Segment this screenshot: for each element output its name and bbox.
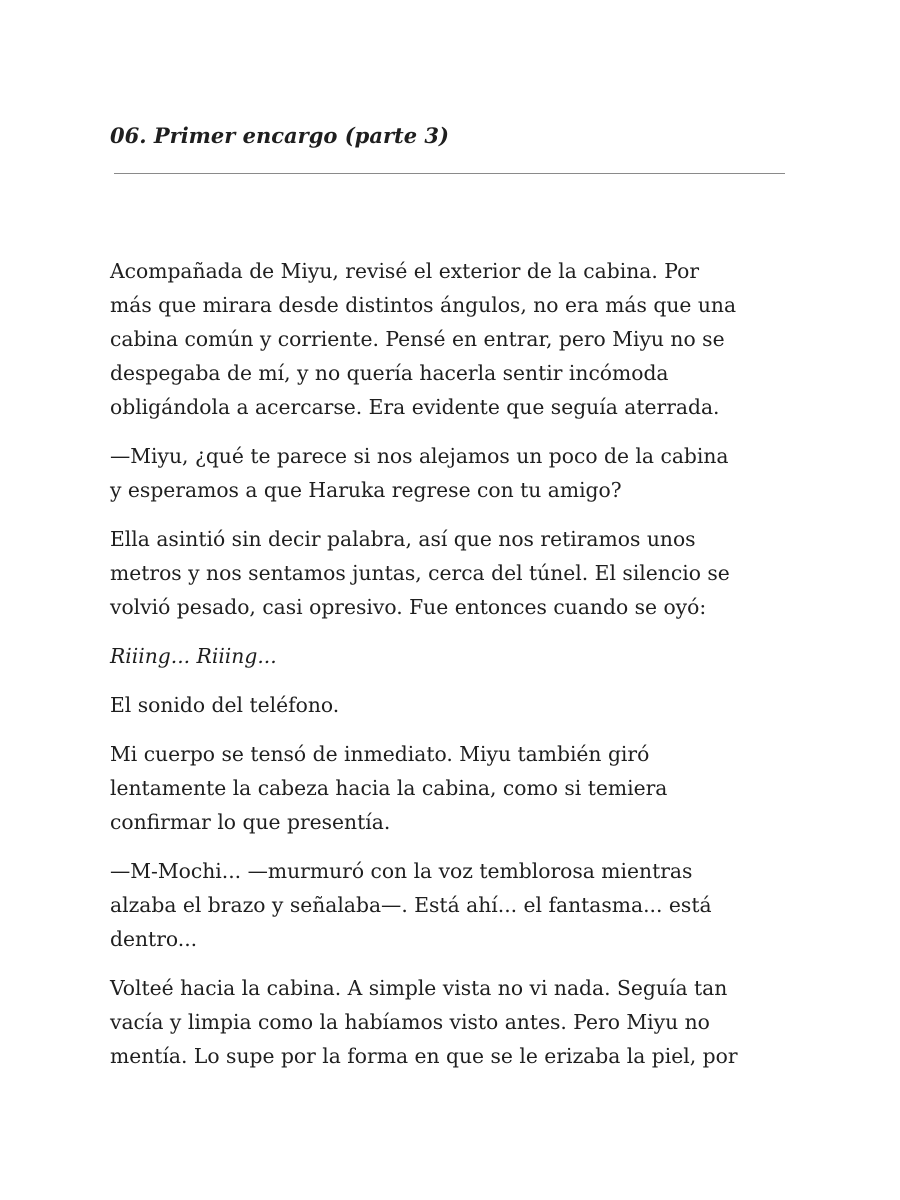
text-line: alzaba el brazo y señalaba—. Está ahí... el fantasma... está [110,893,712,917]
text-line: confirmar lo que presentía. [110,810,391,834]
text-line: Riiing... Riiing... [110,644,277,668]
text-line: Acompañada de Miyu, revisé el exterior de la cabina. Por [110,259,700,283]
chapter-title: 06. Primer encargo (parte 3) [110,123,449,148]
text-line: cabina común y corriente. Pensé en entrar, pero Miyu no se [110,327,725,351]
paragraph [110,737,800,839]
text-line: despegaba de mí, y no quería hacerla sentir incómoda [110,361,669,385]
paragraph [110,439,800,507]
text-line: —Miyu, ¿qué te parece si nos alejamos un poco de la cabina [110,444,729,468]
text-line: lentamente la cabeza hacia la cabina, como si temiera [110,776,668,800]
text-line: mentía. Lo supe por la forma en que se le erizaba la piel, por [110,1044,738,1068]
text-line: Ella asintió sin decir palabra, así que nos retiramos unos [110,527,696,551]
text-line: metros y nos sentamos juntas, cerca del túnel. El silencio se [110,561,730,585]
paragraph [110,971,800,1073]
paragraph-sound-effect [110,639,800,673]
title-divider [114,173,785,174]
text-line: obligándola a acercarse. Era evidente que seguía aterrada. [110,395,720,419]
paragraph [110,522,800,624]
paragraph [110,254,800,424]
text-line: El sonido del teléfono. [110,693,340,717]
text-line: y esperamos a que Haruka regrese con tu amigo? [110,478,622,502]
text-line: Volteé hacia la cabina. A simple vista no vi nada. Seguía tan [110,976,728,1000]
chapter-body [110,254,800,1088]
text-line: volvió pesado, casi opresivo. Fue entonces cuando se oyó: [110,595,707,619]
text-line: más que mirara desde distintos ángulos, no era más que una [110,293,737,317]
text-line: Mi cuerpo se tensó de inmediato. Miyu también giró [110,742,650,766]
text-line: dentro... [110,927,198,951]
paragraph [110,688,800,722]
paragraph [110,854,800,956]
text-line: —M-Mochi... —murmuró con la voz temblorosa mientras [110,859,693,883]
text-line: vacía y limpia como la habíamos visto antes. Pero Miyu no [110,1010,710,1034]
